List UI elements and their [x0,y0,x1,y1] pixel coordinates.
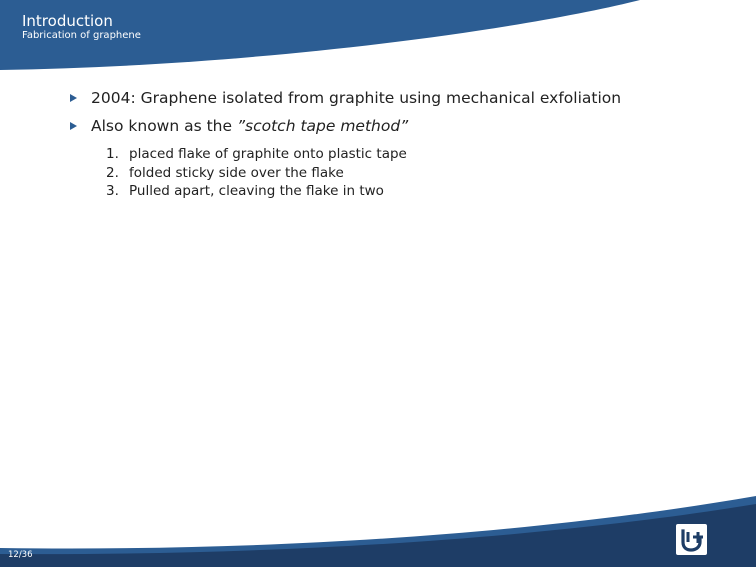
section-title: Introduction [22,12,113,30]
subsection-title: Fabrication of graphene [22,30,141,41]
list-item [106,164,407,183]
list-number: 1. [106,146,119,162]
list-item [106,182,407,201]
list-text: placed flake of graphite onto plastic tape [129,146,407,162]
bullet-emphasis: ”scotch tape method” [236,117,409,135]
university-logo-icon [676,524,707,555]
bullet-arrow-icon [70,94,77,102]
bullet-item [70,114,710,142]
list-text: Pulled apart, cleaving the flake in two [129,183,384,199]
list-item [106,145,407,164]
bullet-text: 2004: Graphene isolated from graphite using mechanical exfoliation [91,89,622,107]
list-number: 2. [106,164,119,181]
bullet-arrow-icon [70,122,77,130]
bullet-item [70,86,710,114]
footer-banner [0,480,756,567]
list-text: folded sticky side over the flake [129,164,344,181]
bullet-text: Also known as the [91,117,237,135]
page-number: 12/36 [8,550,33,560]
numbered-list [106,145,407,201]
slide-content [70,86,710,142]
list-number: 3. [106,183,119,199]
